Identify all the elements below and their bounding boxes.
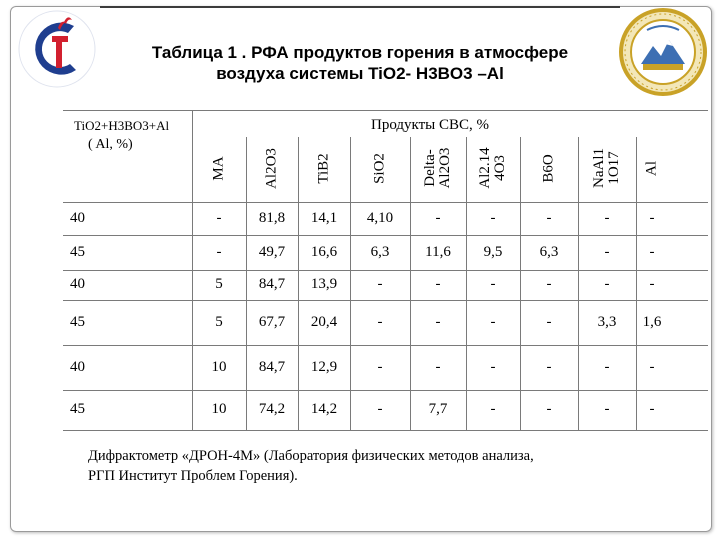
row-al-value: 40 xyxy=(70,358,85,375)
title-line-1: Таблица 1 . РФА продуктов горения в атмосфере xyxy=(151,43,569,62)
table-cell: 4,10 xyxy=(366,209,394,226)
column-header xyxy=(645,137,660,199)
table-cell: - xyxy=(435,209,441,226)
table-cell: 14,1 xyxy=(310,209,338,226)
table-cell: 3,3 xyxy=(597,313,617,330)
table-cell: 81,8 xyxy=(258,209,286,226)
system-label: TiO2+H3BO3+Al xyxy=(74,118,170,133)
table-cell: - xyxy=(546,401,552,417)
column-header xyxy=(317,137,332,199)
row-divider xyxy=(63,430,708,431)
column-header-line: Delta- xyxy=(422,149,438,187)
row-al-value: 40 xyxy=(70,209,85,226)
table-cell: - xyxy=(546,209,552,226)
table-cell: 10 xyxy=(211,358,227,375)
table-cell: 74,2 xyxy=(258,401,286,417)
table-cell: - xyxy=(216,209,222,226)
table-cell: - xyxy=(490,358,496,375)
table-cell: - xyxy=(377,401,383,417)
table-cell: - xyxy=(604,358,610,375)
slide-title xyxy=(110,42,610,84)
table-cell: - xyxy=(649,276,655,292)
table-cell: 16,6 xyxy=(310,243,338,260)
column-header-line: Al2.14 xyxy=(477,147,493,189)
table-cell: 84,7 xyxy=(258,276,286,292)
table-cell: 84,7 xyxy=(258,358,286,375)
column-header-line: 4O3 xyxy=(492,155,508,181)
table-cell: - xyxy=(377,276,383,292)
table-cell: - xyxy=(490,313,496,330)
table-cell: 5 xyxy=(215,276,223,292)
table-cell: - xyxy=(490,209,496,226)
column-divider xyxy=(578,137,579,430)
column-header-line: MA xyxy=(210,155,227,181)
table-cell: 5 xyxy=(215,313,223,330)
column-header-line: 1O17 xyxy=(606,151,622,185)
column-header xyxy=(478,137,508,199)
column-header xyxy=(265,137,280,199)
table-cell: - xyxy=(490,401,496,417)
table-cell: 12,9 xyxy=(310,358,338,375)
column-divider xyxy=(350,137,351,430)
table-cell: - xyxy=(649,243,655,260)
table-cell: - xyxy=(604,276,610,292)
table-cell: - xyxy=(377,358,383,375)
table-cell: - xyxy=(604,209,610,226)
al-percent-label: ( Al, %) xyxy=(88,137,133,152)
table-cell: - xyxy=(649,401,655,417)
column-header-line: Al2O3 xyxy=(437,147,453,189)
table-cell: - xyxy=(377,313,383,330)
table-cell: 10 xyxy=(211,401,227,417)
row-al-value: 40 xyxy=(70,276,85,292)
column-header-line: TiB2 xyxy=(315,152,332,184)
table-cell: - xyxy=(604,401,610,417)
table-cell: 20,4 xyxy=(310,313,338,330)
column-divider xyxy=(466,137,467,430)
table-cell: - xyxy=(216,243,222,260)
row-divider xyxy=(63,202,708,203)
top-rule xyxy=(100,6,620,8)
row-al-value: 45 xyxy=(70,313,85,330)
table-cell: 9,5 xyxy=(483,243,503,260)
table-cell: - xyxy=(435,276,441,292)
column-header-line: B6O xyxy=(540,153,557,183)
table-cell: - xyxy=(490,276,496,292)
table-cell: 11,6 xyxy=(425,243,451,260)
table-cell: 6,3 xyxy=(539,243,559,260)
products-label: Продукты СВС, % xyxy=(370,117,489,133)
row-divider xyxy=(63,345,708,346)
table-cell: 14,2 xyxy=(310,401,338,417)
table-cell: - xyxy=(546,358,552,375)
column-header xyxy=(542,137,557,199)
row-al-value: 45 xyxy=(70,243,85,260)
table-cell: - xyxy=(546,276,552,292)
column-header-line: SiO2 xyxy=(371,152,388,184)
table-cell: 1,6 xyxy=(642,313,662,330)
footnote xyxy=(88,446,688,486)
column-divider xyxy=(410,137,411,430)
table-cell: 49,7 xyxy=(258,243,286,260)
table-cell: - xyxy=(435,313,441,330)
column-divider xyxy=(192,110,193,430)
footnote-line-2: РГП Институт Проблем Горения). xyxy=(88,468,298,484)
title-line-2: воздуха системы TiO2- H3BO3 –Al xyxy=(216,64,504,83)
column-header xyxy=(212,137,227,199)
row-divider xyxy=(63,110,708,111)
column-header xyxy=(592,137,622,199)
column-header-line: Al2O3 xyxy=(263,147,280,189)
column-divider xyxy=(520,137,521,430)
table-cell: - xyxy=(604,243,610,260)
table-cell: - xyxy=(546,313,552,330)
table-cell: 7,7 xyxy=(428,401,448,417)
footnote-line-1: Дифрактометр «ДРОН-4М» (Лаборатория физических методов анализа, xyxy=(88,448,534,464)
row-divider xyxy=(63,235,708,236)
table-cell: - xyxy=(435,358,441,375)
row-divider xyxy=(63,270,708,271)
column-header xyxy=(423,137,453,199)
table-cell: 13,9 xyxy=(310,276,338,292)
table-cell: - xyxy=(649,209,655,226)
row-divider xyxy=(63,300,708,301)
row-al-value: 45 xyxy=(70,401,85,417)
column-header xyxy=(373,137,388,199)
table-cell: 6,3 xyxy=(370,243,390,260)
column-header-line: NaAl1 xyxy=(591,148,607,188)
university-emblem-icon xyxy=(617,6,709,98)
institute-logo-icon xyxy=(14,6,100,92)
row-divider xyxy=(63,390,708,391)
table-cell: 67,7 xyxy=(258,313,286,330)
table-cell: - xyxy=(649,358,655,375)
column-header-line: Al xyxy=(643,160,660,176)
